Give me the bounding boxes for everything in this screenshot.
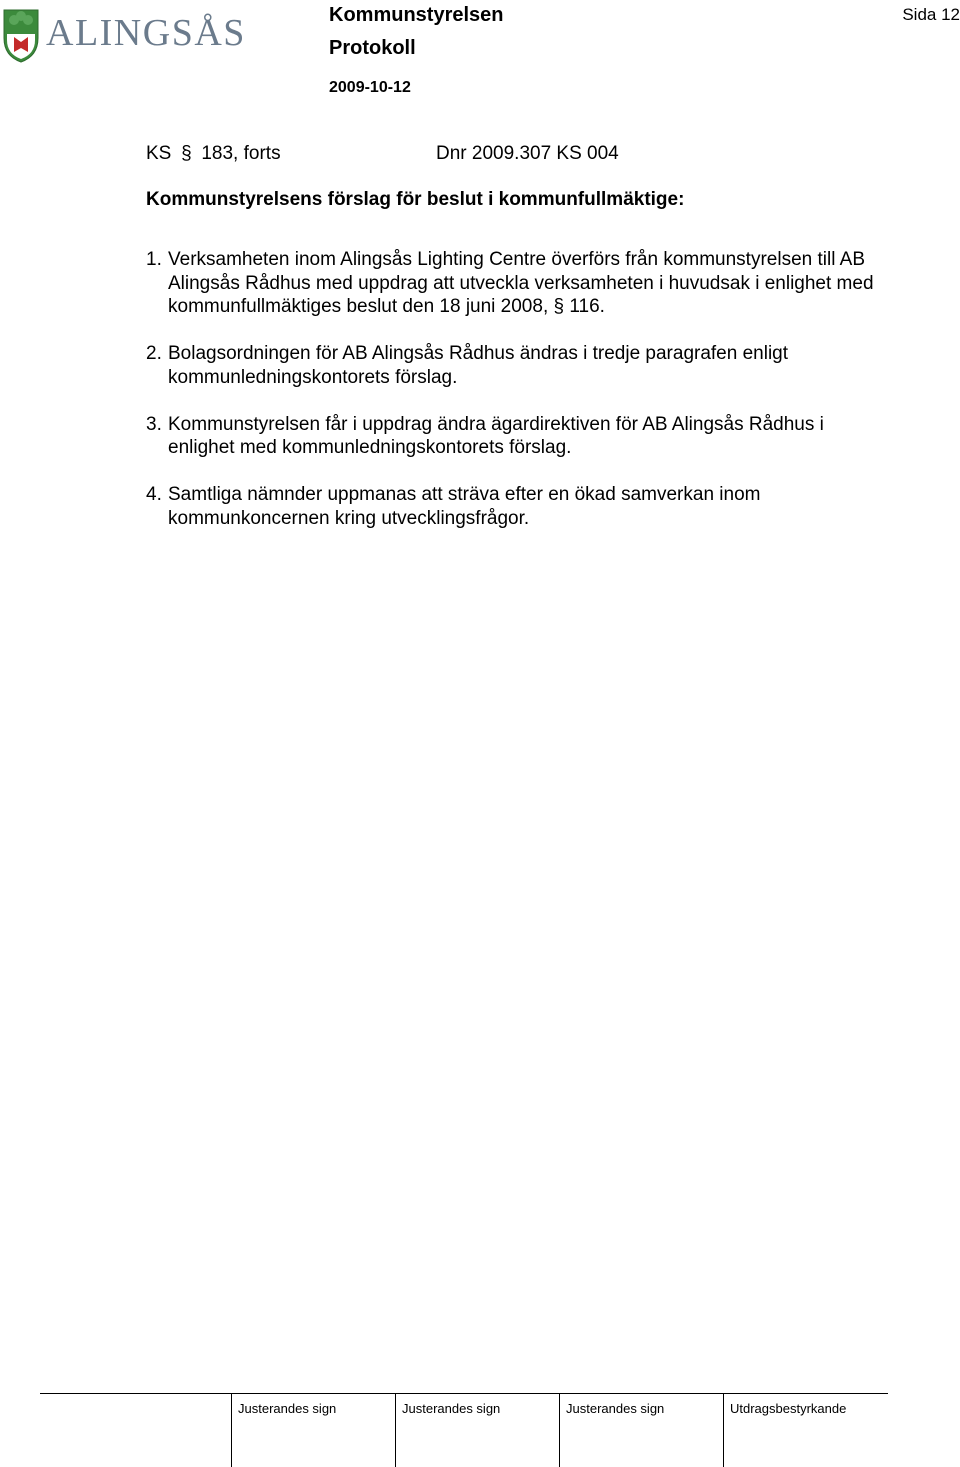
list-item <box>146 248 886 319</box>
coat-of-arms-icon <box>4 10 38 62</box>
signature-footer <box>40 1393 888 1467</box>
organization-name: Kommunstyrelsen <box>329 4 504 26</box>
ks-label: KS <box>146 143 172 164</box>
section-symbol: § <box>181 143 192 164</box>
list-item <box>146 413 886 460</box>
item-number: 3. <box>146 413 162 435</box>
signature-field-2: Justerandes sign <box>402 1401 501 1416</box>
ks-number: 183, forts <box>201 143 281 164</box>
section-reference <box>146 143 281 165</box>
diary-number: Dnr 2009.307 KS 004 <box>436 143 619 164</box>
proposal-heading: Kommunstyrelsens förslag för beslut i kommunfullmäktige: <box>146 189 685 210</box>
section-symbol: § <box>553 296 565 317</box>
item-number: 1. <box>146 249 162 270</box>
item-text: Kommunstyrelsen får i uppdrag ändra ägardirektiven för AB Alingsås Rådhus i enlighet med kommunledningskontorets förslag. <box>168 413 824 458</box>
certification-field: Utdragsbestyrkande <box>730 1401 847 1416</box>
item-text: Verksamheten inom Alingsås Lighting Centre överförs från kommunstyrelsen till AB Alingsås Rådhus med uppdrag att utveckla verksamheten i huvudsak i enlighet med kommunfullmäktiges beslut den 18 juni 2008, § 116. <box>168 249 874 317</box>
footer-divider <box>40 1393 888 1394</box>
document-date: 2009-10-12 <box>329 79 411 96</box>
list-item <box>146 483 886 530</box>
document-type: Protokoll <box>329 37 416 59</box>
column-divider <box>395 1393 396 1467</box>
item-text: Bolagsordningen för AB Alingsås Rådhus ändras i tredje paragrafen enligt kommunledningskontorets förslag. <box>168 343 789 388</box>
column-divider <box>723 1393 724 1467</box>
page-number: Sida 12 <box>902 5 960 24</box>
item-number: 2. <box>146 343 162 364</box>
column-divider <box>559 1393 560 1467</box>
item-text: Samtliga nämnder uppmanas att sträva efter en ökad samverkan inom kommunkoncernen kring utvecklingsfrågor. <box>168 484 761 529</box>
signature-field-3: Justerandes sign <box>566 1401 665 1416</box>
svg-text:ALINGSÅS: ALINGSÅS <box>46 12 246 54</box>
signature-field-1: Justerandes sign <box>238 1401 337 1416</box>
item-number: 4. <box>146 484 162 505</box>
decision-list <box>146 248 886 554</box>
column-divider <box>231 1393 232 1467</box>
list-item <box>146 342 886 389</box>
alingsas-logo <box>0 4 260 64</box>
